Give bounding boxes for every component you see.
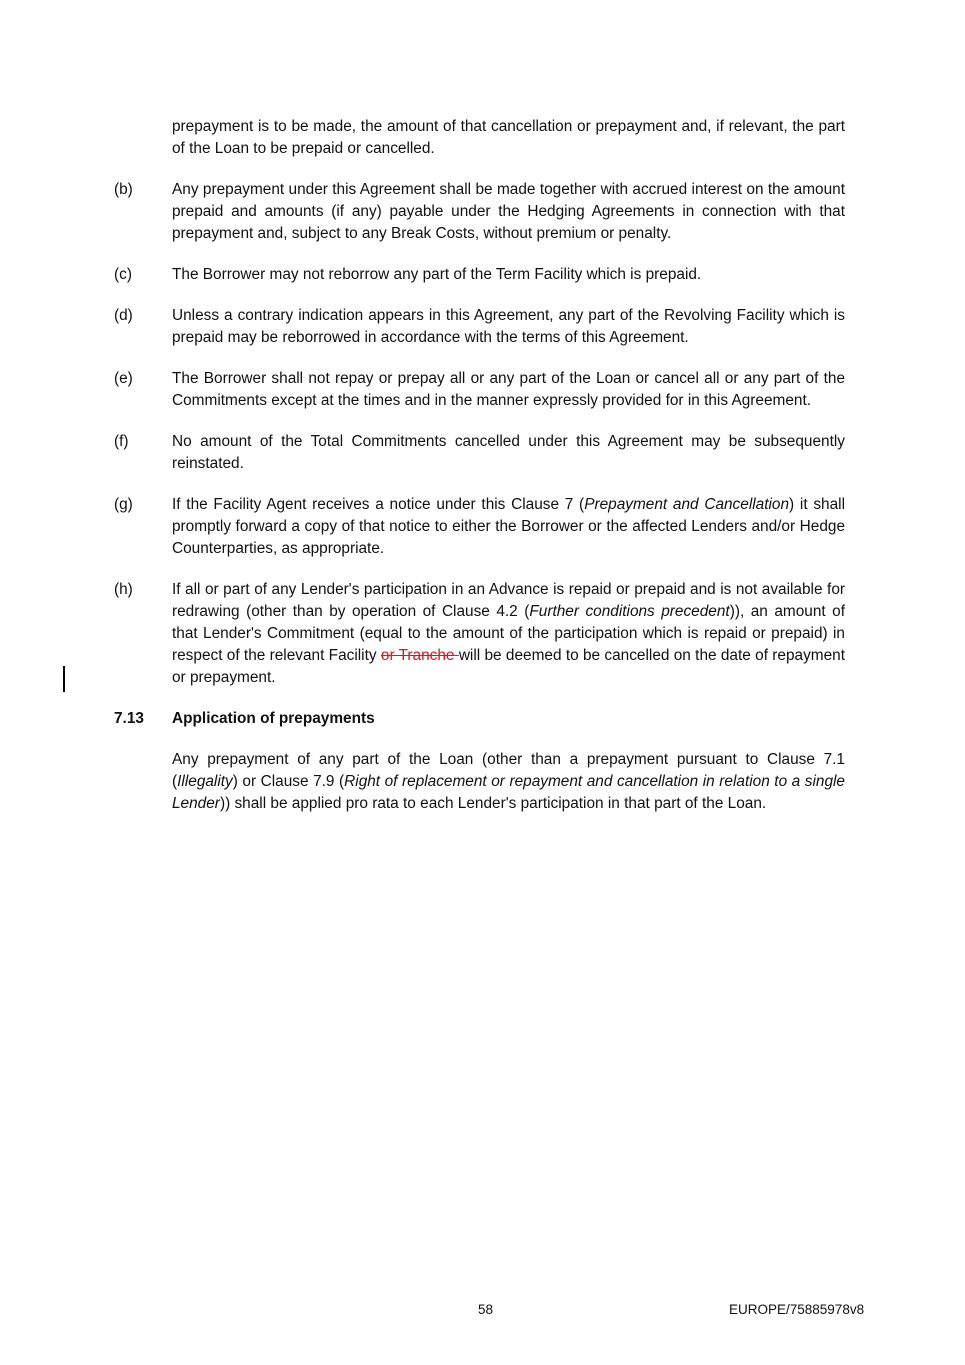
page-number: 58 bbox=[478, 1302, 494, 1317]
item-text-part: ) it shall promptly forward a copy of that notice to either the Borrower or the affected Lenders and/or Hedge Counterparties, as appropriate. bbox=[172, 496, 845, 557]
item-label: (g) bbox=[114, 496, 133, 513]
item-label: (c) bbox=[114, 266, 132, 283]
item-text: Any prepayment under this Agreement shall be made together with accrued interest on the amount prepaid and amounts (if any) payable under the Hedging Agreements in connection with that prepayment and, subject to any Break Costs, without premium or penalty. bbox=[172, 181, 845, 242]
clause-item-b bbox=[114, 179, 845, 245]
item-text bbox=[172, 494, 845, 560]
revision-change-bar bbox=[63, 666, 65, 692]
clause-reference-title: Prepayment and Cancellation bbox=[584, 496, 790, 513]
section-text-part: Any prepayment of any part of the Loan (other than a prepayment pursuant to Clause 7.1 ( bbox=[172, 751, 845, 790]
item-label: (h) bbox=[114, 581, 133, 598]
section-text-part: ) or Clause 7.9 ( bbox=[232, 773, 345, 790]
clause-item-e bbox=[114, 368, 845, 412]
continuation-paragraph: prepayment is to be made, the amount of that cancellation or prepayment and, if relevant, the part of the Loan to be prepaid or cancelled. bbox=[172, 118, 845, 157]
clause-item-c bbox=[114, 264, 845, 286]
section-title: Application of prepayments bbox=[172, 710, 375, 727]
clause-reference-title: Illegality bbox=[177, 773, 233, 790]
clause-item-h bbox=[114, 579, 845, 689]
item-text-part: If the Facility Agent receives a notice under this Clause 7 ( bbox=[172, 496, 585, 513]
item-label: (d) bbox=[114, 307, 133, 324]
item-text-part: If all or part of any Lender's participation in an Advance is repaid or prepaid and is not available for redrawing (other than by operation of Clause 4.2 ( bbox=[172, 581, 845, 620]
clause-item-d bbox=[114, 305, 845, 349]
clause-reference-title: Further conditions precedent bbox=[529, 603, 730, 620]
item-text-part: will be deemed to be cancelled on the date of repayment or prepayment. bbox=[172, 647, 845, 686]
item-label: (e) bbox=[114, 370, 133, 387]
item-text: Unless a contrary indication appears in this Agreement, any part of the Revolving Facility which is prepaid may be reborrowed in accordance with the terms of this Agreement. bbox=[172, 307, 845, 346]
item-text bbox=[172, 579, 845, 689]
section-number: 7.13 bbox=[114, 710, 144, 727]
document-reference: EUROPE/75885978v8 bbox=[729, 1302, 865, 1317]
item-label: (b) bbox=[114, 181, 133, 198]
tracked-deletion: or Tranche bbox=[380, 647, 459, 664]
section-paragraph bbox=[172, 749, 845, 815]
clause-item-g bbox=[114, 494, 845, 560]
item-text-part: )), an amount of that Lender's Commitment (equal to the amount of the participation which is repaid or prepaid) in respect of the relevant Facility bbox=[172, 603, 845, 664]
item-text: No amount of the Total Commitments cancelled under this Agreement may be subsequently reinstated. bbox=[172, 433, 845, 472]
clause-reference-title: Right of replacement or repayment and cancellation in relation to a single Lender bbox=[172, 773, 845, 812]
document-body bbox=[114, 116, 845, 834]
item-label: (f) bbox=[114, 433, 129, 450]
clause-item-f bbox=[114, 431, 845, 475]
item-text: The Borrower shall not repay or prepay all or any part of the Loan or cancel all or any part of the Commitments except at the times and in the manner expressly provided for in this Agreement. bbox=[172, 370, 845, 409]
section-heading bbox=[114, 708, 845, 730]
section-text-part: )) shall be applied pro rata to each Lender's participation in that part of the Loan. bbox=[219, 795, 767, 812]
item-text: The Borrower may not reborrow any part of the Term Facility which is prepaid. bbox=[172, 266, 702, 283]
